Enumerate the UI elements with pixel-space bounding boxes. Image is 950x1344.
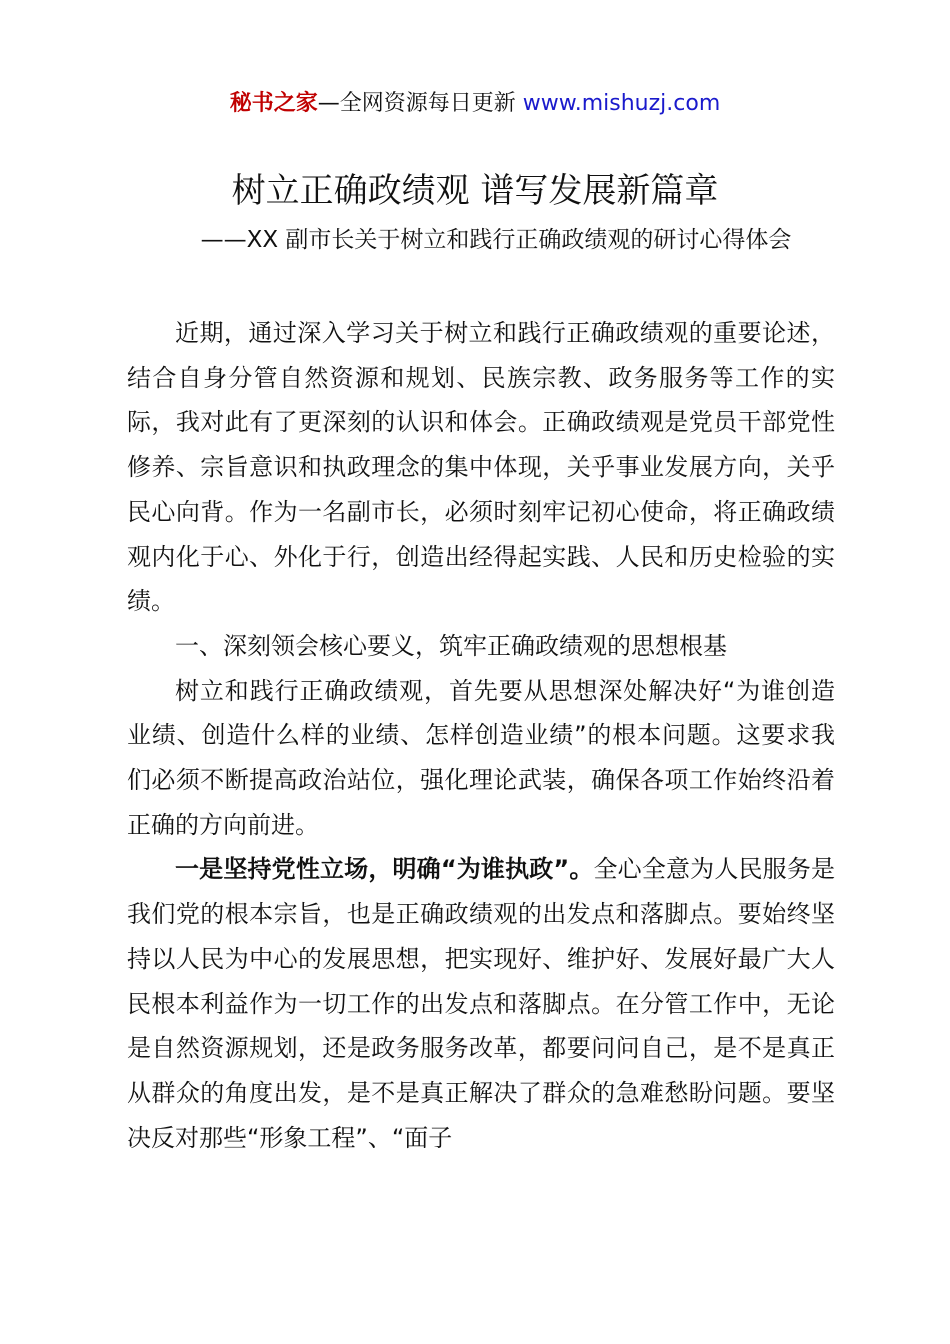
document-title: 树立正确政绩观 谱写发展新篇章	[231, 171, 719, 211]
site-header	[0, 88, 950, 120]
paragraph-intro: 近期，通过深入学习关于树立和践行正确政绩观的重要论述，结合自身分管自然资源和规划、民族宗教、政务服务等工作的实际，我对此有了更深刻的认识和体会。正确政绩观是党员干部党性修养、宗旨意识和执政理念的集中体现，关乎事业发展方向，关乎民心向背。作为一名副市长，必须时刻牢记初心使命，将正确政绩观内化于心、外化于行，创造出经得起实践、人民和历史检验的实绩。	[127, 319, 835, 616]
paragraph-point-1	[127, 847, 835, 1160]
site-url-link[interactable]: www.mishuzj.com	[522, 91, 721, 116]
document-subtitle: ——XX 副市长关于树立和践行正确政绩观的研讨心得体会	[200, 227, 792, 253]
section-heading-1: 一、深刻领会核心要义，筑牢正确政绩观的思想根基	[175, 631, 727, 660]
point-1-lead: 一是坚持党性立场，明确“为谁执政”。	[175, 855, 594, 884]
point-1-text: 全心全意为人民服务是我们党的根本宗旨，也是正确政绩观的出发点和落脚点。要始终坚持以人民为中心的发展思想，把实现好、维护好、发展好最广大人民根本利益作为一切工作的出发点和落脚点。在分管工作中，无论是自然资源规划，还是政务服务改革，都要问问自己，是不是真正从群众的角度出发，是不是真正解决了群众的急难愁盼问题。要坚决反对那些“形象工程”、“面子	[127, 855, 835, 1152]
brand-name: 秘书之家	[229, 91, 318, 116]
paragraph-section-1: 树立和践行正确政绩观，首先要从思想深处解决好“为谁创造业绩、创造什么样的业绩、怎样创造业绩”的根本问题。这要求我们必须不断提高政治站位，强化理论武装，确保各项工作始终沿着正确的方向前进。	[127, 676, 835, 839]
document-body	[127, 311, 835, 1160]
header-slogan: —全网资源每日更新	[317, 91, 516, 116]
